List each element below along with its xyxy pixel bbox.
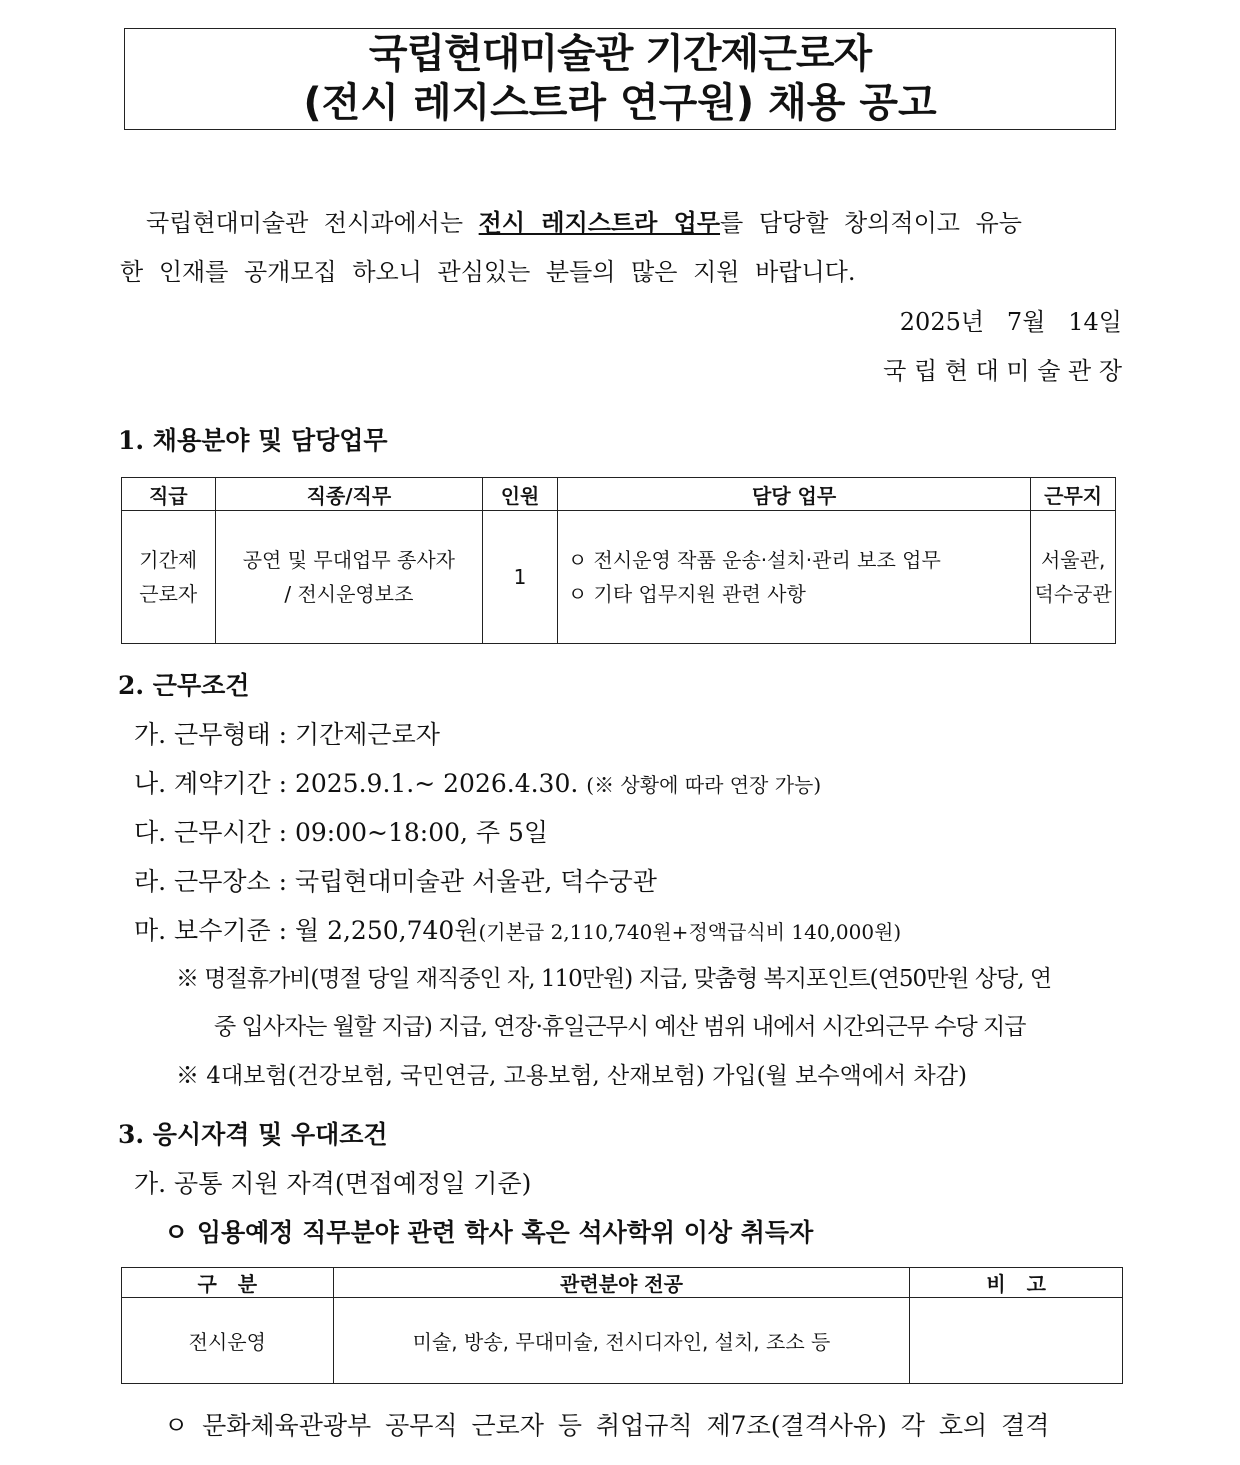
condition-value: 09:00~18:00, 주 5일 (294, 818, 549, 847)
condition-item-type (134, 715, 440, 751)
intro-part2: 를 담당할 창의적이고 유능 (720, 209, 1022, 237)
header-rank: 직급 (122, 478, 216, 511)
announcer: 국 립 현 대 미 술 관 장 (883, 357, 1122, 385)
rank-line1: 기간제 (139, 548, 198, 572)
job-line2: / 전시운영보조 (284, 582, 414, 606)
header-place: 근무지 (1031, 478, 1116, 511)
intro-line2: 한 인재를 공개모집 하오니 관심있는 분들의 많은 지원 바랍니다. (120, 258, 856, 286)
intro-part1: 국립현대미술관 전시과에서는 (146, 209, 479, 237)
cell-note (910, 1298, 1123, 1384)
duty-line2: ㅇ 기타 업무지원 관련 사항 (567, 582, 806, 606)
title-line2: (전시 레지스트라 연구원) 채용 공고 (303, 80, 937, 126)
title-line1: 국립현대미술관 기간제근로자 (368, 31, 872, 77)
condition-label: 라. 근무장소 : (134, 867, 295, 896)
header-note: 비 고 (910, 1268, 1123, 1298)
header-job: 직종/직무 (215, 478, 483, 511)
recruit-table (121, 477, 1116, 644)
section2-heading: 2. 근무조건 (118, 671, 250, 700)
section3-heading: 3. 응시자격 및 우대조건 (118, 1120, 388, 1149)
intro-underlined: 전시 레지스트라 업무 (478, 208, 721, 237)
condition-label: 다. 근무시간 : (134, 818, 295, 847)
header-count: 인원 (483, 478, 558, 511)
cell-duty (557, 511, 1030, 644)
cell-majors: 미술, 방송, 무대미술, 전시디자인, 설치, 조소 등 (333, 1298, 910, 1384)
disqualification-bullet: ㅇ 문화체육관광부 공무직 근로자 등 취업규칙 제7조(결격사유) 각 호의 결격 (164, 1411, 1050, 1440)
place-line1: 서울관, (1040, 548, 1106, 572)
condition-item-period (134, 764, 821, 800)
header-duty: 담당 업무 (557, 478, 1030, 511)
condition-label: 가. 근무형태 : (134, 720, 295, 749)
insurance-note: ※ 4대보험(건강보험, 국민연금, 고용보험, 산재보험) 가입(월 보수액에서 차감) (176, 1063, 967, 1089)
pay-note1-line2: 중 입사자는 월할 지급) 지급, 연장·휴일근무시 예산 범위 내에서 시간외근무 수당 지급 (214, 1014, 1026, 1040)
cell-category: 전시운영 (122, 1298, 334, 1384)
condition-label: 마. 보수기준 : (134, 916, 295, 945)
pay-note1-line1: ※ 명절휴가비(명절 당일 재직중인 자, 110만원) 지급, 맞춤형 복지포인트(연50만원 상당, 연 (176, 966, 1052, 992)
condition-extra: (기본급 2,110,740원+정액급식비 140,000원) (478, 920, 902, 944)
condition-extra: (※ 상황에 따라 연장 가능) (586, 773, 822, 797)
section1-heading: 1. 채용분야 및 담당업무 (118, 426, 388, 455)
condition-item-place (134, 862, 657, 898)
cell-place (1031, 511, 1116, 644)
condition-value: 기간제근로자 (294, 720, 440, 749)
announce-date: 2025년 7월 14일 (899, 308, 1122, 336)
cell-count: 1 (483, 511, 558, 644)
condition-value: 국립현대미술관 서울관, 덕수궁관 (294, 867, 657, 896)
cell-rank (122, 511, 216, 644)
condition-item-hours (134, 813, 548, 849)
rank-line2: 근로자 (139, 582, 198, 606)
header-category: 구 분 (122, 1268, 334, 1298)
condition-label: 나. 계약기간 : (134, 769, 295, 798)
intro-line1 (146, 203, 1022, 238)
condition-value: 2025.9.1.~ 2026.4.30. (294, 769, 587, 798)
header-majors: 관련분야 전공 (333, 1268, 910, 1298)
job-line1: 공연 및 무대업무 종사자 (242, 548, 456, 572)
major-table (121, 1267, 1123, 1384)
title-box (124, 28, 1116, 130)
qualification-sub: 가. 공통 지원 자격(면접예정일 기준) (134, 1169, 532, 1198)
duty-line1: ㅇ 전시운영 작품 운송·설치·관리 보조 업무 (567, 548, 941, 572)
condition-value: 월 2,250,740원 (294, 916, 479, 945)
qualification-bullet: ㅇ 임용예정 직무분야 관련 학사 혹은 석사학위 이상 취득자 (164, 1218, 814, 1247)
place-line2: 덕수궁관 (1034, 582, 1112, 606)
cell-job (215, 511, 483, 644)
condition-item-pay (134, 911, 901, 947)
